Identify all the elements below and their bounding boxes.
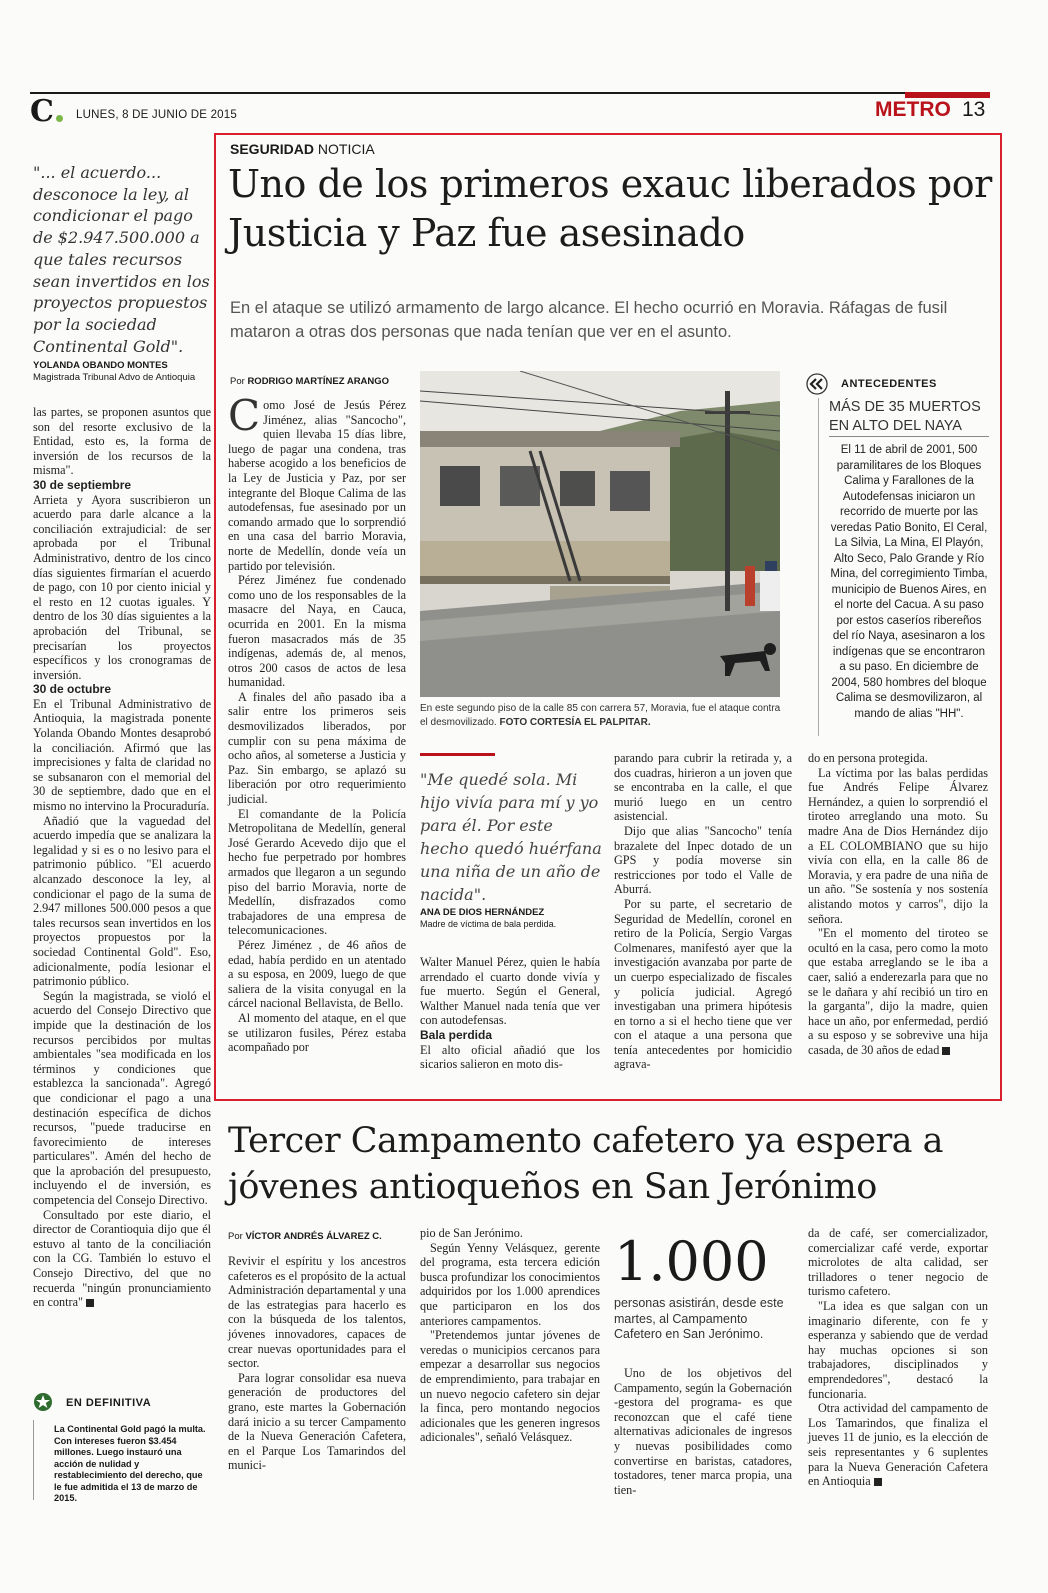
second-article-column-2 — [420, 1226, 600, 1445]
sidebar-pull-quote: "... el acuerdo... desconoce la ley, al condicionar el pago de $2.947.500.000 a que tales recursos sean invertidos en los proyectos propuestos por la sociedad Continental Gold". — [33, 163, 210, 356]
paragraph: "Pretendemos juntar jóvenes de veredas o municipios cercanos para empezar a desarrollar sus negocios de emprendimiento, para trabajar en un nuevo negocio cafetero sin dejar la finca, pero montando negocios adicionales que les generen ingresos adicionales", señaló Velásquez. — [420, 1328, 600, 1445]
subheading: 30 de septiembre — [33, 477, 132, 492]
paragraph — [228, 391, 406, 573]
logo-dot — [56, 115, 63, 122]
paragraph: Por su parte, el secretario de Seguridad de Medellín, coronel en retiro de la Policía, Sergio Vargas Colmenares, manifestó ayer que la investigación avanzaba por parte de un cuerpo especializado de fiscales y policía judicial. Agregó investigaban una primera hipótesis en torno a si el hecho tiene que ver con el ataque a una persona que tenía antecedentes por homicidio agrava- — [614, 896, 792, 1072]
paragraph: Revivir el espíritu y los ancestros cafeteros es el propósito de la actual Administración departamental y una de las estrategias para hacerlo es con la búsqueda de los talentos, jóvenes innovadores, capaces de crear nuevas oportunidades para el sector. — [228, 1254, 406, 1371]
paragraph — [808, 1401, 988, 1489]
article-byline — [230, 376, 389, 387]
en-definitiva-box: La Continental Gold pagó la multa. Con intereses fueron $3.454 millones. Luego instauró una acción de nulidad y restablecimiento del derecho, que le fue admitida el 13 de marzo de 2015. — [33, 1420, 211, 1500]
newspaper-logo: C — [30, 94, 54, 129]
second-article-column-3 — [614, 1366, 792, 1497]
paragraph: Para lograr consolidar esa nueva generación de productores del grano, este martes la Gobernación dará inicio a su tercer Campamento de la Nueva Generación Cafetera, en el Parque Los Tamarindos del munici- — [228, 1370, 406, 1473]
antecedentes-divider — [818, 398, 819, 736]
article-column-1 — [228, 391, 406, 1055]
double-chevron-left-icon — [806, 373, 828, 395]
paragraph: El comandante de la Policía Metropolitana de Medellín, general José Gerardo Acevedo dijo que el hecho fue perpetrado por hombres armados que llegaron a un segundo piso del barrio Moravia, norte de Medellín, disfrazados como trabajadores de una empresa de telecomunicaciones. — [228, 806, 406, 938]
pull-quote-author: ANA DE DIOS HERNÁNDEZ — [420, 907, 545, 918]
byline-prefix: Por — [228, 1231, 243, 1242]
byline-prefix: Por — [230, 376, 245, 387]
article-column-3 — [614, 751, 792, 1072]
byline-author: RODRIGO MARTÍNEZ ARANGO — [247, 376, 390, 387]
paragraph: A finales del año pasado iba a salir entre los primeros seis desmovilizados liberados, por cumplir con su pena máxima de ocho años, al someterse a Justicia y Paz. Sin embargo, se aplazó su liberación por otro requerimiento judicial. — [228, 689, 406, 807]
paragraph: las partes, se proponen asuntos que son del resorte exclusivo de la Entidad, esto es, la forma de inversión de los recursos de la misma". — [33, 405, 211, 478]
second-article-column-1 — [228, 1242, 406, 1473]
paragraph-text: Consultado por este diario, el director de Corantioquia dijo que él estuvo al tanto de la conciliación con la CG. También lo estuvo el Consejo Directivo, del que no recuerda "ningún pronunciamiento en contra" — [33, 1207, 211, 1310]
article-column-2 — [420, 955, 600, 1072]
antecedentes-title: ANTECEDENTES — [841, 378, 937, 390]
paragraph — [33, 1208, 211, 1310]
pull-quote-role: Madre de víctima de bala perdida. — [420, 919, 557, 929]
sidebar-quote-role: Magistrada Tribunal Advo de Antioquia — [33, 372, 196, 383]
big-number: 1.000 — [614, 1230, 769, 1293]
article-dek: En el ataque se utilizó armamento de largo alcance. El hecho ocurrió en Moravia. Ráfagas de fusil mataron a otras dos personas que nada tenían que ver en el asunto. — [230, 299, 948, 341]
page-number: 13 — [962, 98, 986, 121]
paragraph: "La idea es que salgan con un imaginario diferente, con fe y esperanza y sabiendo que de verdad hay muchas opciones si son trabajadores, disciplinados y emprendedores", destacó la funcionaria. — [808, 1298, 988, 1401]
paragraph: pio de San Jerónimo. — [420, 1226, 523, 1240]
paragraph: parando para cubrir la retirada y, a dos cuadras, hirieron a un joven que se encontraba en la calle, el que murió luego en un centro asistencial. — [614, 751, 792, 824]
second-article-column-4 — [808, 1226, 988, 1489]
end-mark-icon — [86, 1299, 94, 1307]
issue-date: LUNES, 8 DE JUNIO DE 2015 — [76, 109, 237, 121]
paragraph — [808, 926, 988, 1057]
antecedentes-body: El 11 de abril de 2001, 500 paramilitares de los Bloques Calima y Farallones de la Autodefensas iniciaron un recorrido de muerte por las veredas Patio Bonito, El Ceral, La Silvia, La Mina, El Playón, Alto Seco, Palo Grande y Río Mina, del corregimiento Timba, municipio de Buenos Aires, en el norte del Cacua. A su paso por estos caseríos ribereños del río Naya, asesinaron a los indígenas que se encontraron a su paso. En diciembre de 2004, 580 hombres del bloque Calima se desmovilizaron, al mando de alias "HH". — [830, 444, 988, 720]
article-pull-quote: "Me quedé sola. Mi hijo vivía para mí y yo para él. Por este hecho quedó huérfana una niña de un año de nacida". — [420, 770, 602, 904]
antecedentes-heading: MÁS DE 35 MUERTOS EN ALTO DEL NAYA — [829, 399, 981, 434]
end-mark-icon — [942, 1047, 950, 1055]
paragraph: En el Tribunal Administrativo de Antioquia, la magistrada ponente Yolanda Obando Montes desaprobó la conciliación. Afirmó que las imprecisiones y falta de claridad no se subsanaron con el memorial del 30 de septiembre, dado que en el mismo no intervino la Procuraduría. — [33, 696, 211, 814]
paragraph: Walter Manuel Pérez, quien le había arrendado el cuarto donde vivía y fue muerto. Según el General, Walther Manuel nada tenía que ver con autodefensas. — [420, 955, 600, 1028]
paragraph: do en persona protegida. — [808, 751, 928, 765]
paragraph: Añadió que la vaguedad del acuerdo impedía que se analizara la legalidad y si es o no lesivo para el patrimonio público. "El acuerdo alcanzado desconoce la ley, al condicionar el pago de la suma de 2.947 millones 500.000 pesos a que tales recursos sean invertidos en los proyectos propuestos por la sociedad Continental Gold". Eso, adicionalmente, podía lesionar el patrimonio público. — [33, 813, 211, 989]
paragraph-text: Otra actividad del campamento de Los Tamarindos, que finaliza el jueves 11 de junio, es la elección de seis representantes y 6 suplentes para la Nueva Generación Cafetera en Antioquia — [808, 1401, 988, 1489]
sidebar-body — [33, 405, 211, 1310]
caption-text: En este segundo piso de la calle 85 con carrera 57, Moravia, fue el ataque contra el desmovilizado. — [420, 703, 781, 728]
big-number-caption: personas asistirán, desde este martes, al Campamento Cafetero en San Jerónimo. — [614, 1296, 784, 1341]
paragraph: Según Yenny Velásquez, gerente del programa, esta tercera edición busca profundizar los conocimientos adquiridos por los 1.000 aprendices que participaron en los dos anteriores campamentos. — [420, 1240, 600, 1328]
article-headline: Uno de los primeros exauc liberados por Justicia y Paz fue asesinado — [228, 162, 992, 255]
article-kicker — [230, 141, 375, 157]
paragraph: Pérez Jiménez , de 46 años de edad, había perdido en un atentado a su esposa, en 2009, luego de que saliera de la visita conyugal en la cárcel nacional Bellavista, de Bello. — [228, 937, 406, 1011]
star-badge-icon — [33, 1392, 53, 1412]
section-name: METRO — [875, 98, 951, 121]
subheading: Bala perdida — [420, 1027, 493, 1042]
paragraph: El alto oficial añadió que los sicarios salieron en moto dis- — [420, 1042, 600, 1072]
paragraph: Dijo que alias "Sancocho" tenía brazalete del Inpec dotado de un GPS y podía moverse sin restricciones por todo el Valle de Aburrá. — [614, 823, 792, 897]
top-rule — [30, 92, 990, 94]
paragraph: da de café, ser comercializador, comercializar café verde, exportar microlotes de alta calidad, ser trilladores o tener negocio de turismo cafetero. — [808, 1226, 988, 1299]
drop-cap: C — [228, 391, 261, 440]
article-column-4 — [808, 751, 988, 1057]
subheading: 30 de octubre — [33, 682, 112, 697]
second-article-headline: Tercer Campamento cafetero ya espera a jóvenes antioqueños en San Jerónimo — [228, 1121, 944, 1207]
kicker-type: NOTICIA — [317, 141, 375, 157]
kicker-section: SEGURIDAD — [230, 141, 315, 157]
paragraph: Arrieta y Ayora suscribieron un acuerdo para darle alcance a la conciliación extrajudicial: de ser aprobada por el Tribunal Administrativo, dentro de los cinco días siguientes firmarían el acuerdo de pago, con 10 por ciento inicial y el resto en 12 cuotas iguales. Y dentro de los 30 días siguientes a la aprobación del Tribunal, se precisarían los proyectos específicos y los cronogramas de inversión. — [33, 492, 211, 682]
quote-accent-bar — [420, 753, 495, 756]
sidebar-quote-author: YOLANDA OBANDO MONTES — [33, 360, 168, 371]
paragraph-text: "En el momento del tiroteo se ocultó en la casa, pero como la moto que estaba arreglando se le iba a caer, salió a enderezarla para que no se le dañara y ahí recibió un tiro en la garganta", dijo la madre, quien hace un año, por enfermedad, perdió a su esposo y se sobrevive una hija casada, de 30 años de edad — [808, 926, 988, 1057]
paragraph: Uno de los objetivos del Campamento, según la Gobernación -gestora del programa- es que reconozcan que el café tiene alternativas adicionales de ingresos y nuevas posibilidades como convertirse en baristas, catadores, tostadores, tener marca propia, una tien- — [614, 1366, 792, 1497]
second-article-byline — [228, 1231, 382, 1242]
paragraph-text: omo José de Jesús Pérez Jiménez, alias "Sancocho", quien llevaba 15 días libre, luego de pagar una condena, tras haberse acogido a los beneficios de la Ley de Justicia y Paz, por ser integrante del Bloque Calima de las autodefensas, fue asesinado por un comando armado que lo sorprendió en una casa del barrio Moravia, norte de Medellín, donde veía un partido por televisión. — [228, 398, 406, 573]
end-mark-icon — [874, 1478, 882, 1486]
paragraph: Según la magistrada, se violó el acuerdo del Consejo Directivo que impide que la destinación de los recursos percibidos por multas ambientales "sea modificada en los términos y condiciones que establezca la sancionada". Agregó que condicionar el pago a una destinación específica de dichos recursos, "puede traducirse en favorecimiento de intereses particulares". Amén del hecho de que la aprobación del presupuesto, incluyendo el de inversión, es competencia del Consejo Directivo. — [33, 988, 211, 1208]
en-definitiva-title: EN DEFINITIVA — [66, 1397, 152, 1409]
antecedentes-rule — [829, 436, 989, 437]
paragraph: Pérez Jiménez fue condenado como uno de los responsables de la masacre del Naya, en Cauca, ocurrida en 2001. En la misma fueron masacrados más de 35 indígenas, además de, al menos, otros 200 casos de actos de lesa humanidad. — [228, 573, 406, 690]
paragraph: Al momento del ataque, en el que se utilizaron fusiles, Pérez estaba acompañado por — [228, 1010, 406, 1055]
paragraph: La víctima por las balas perdidas fue Andrés Felipe Álvarez Hernández, a quien lo sorprendió el tiroteo arreglando una moto. Su madre Ana de Dios Hernández dijo a EL COLOMBIANO que su hijo vivía con ella, en la calle 86 de Moravia, y era padre de una niña de un año. "Se sostenía y nos sostenía alistando motos y carros", dijo la señora. — [808, 765, 988, 926]
photo-caption — [420, 702, 785, 729]
article-photo — [420, 371, 780, 697]
byline-author: VÍCTOR ANDRÉS ÁLVAREZ C. — [245, 1231, 382, 1242]
photo-credit: FOTO CORTESÍA EL PALPITAR. — [499, 716, 651, 728]
